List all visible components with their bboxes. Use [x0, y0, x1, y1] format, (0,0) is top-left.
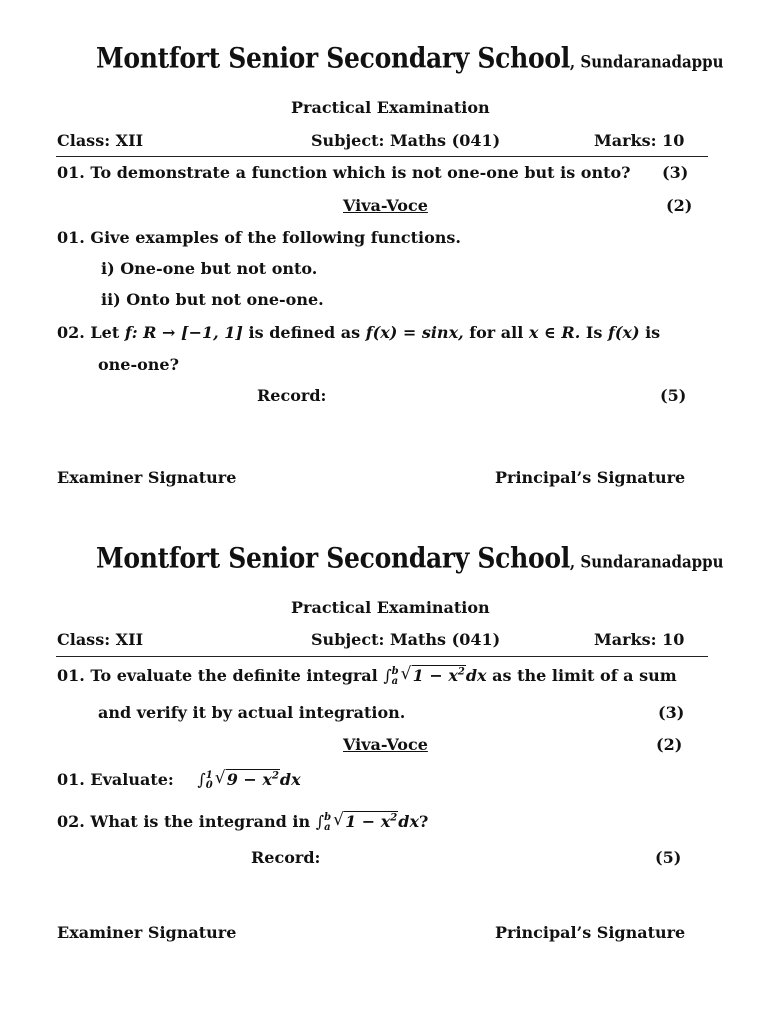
lower-limit: 0: [205, 779, 213, 791]
integral-limits: [206, 771, 213, 791]
marks-label: Marks: 10: [594, 131, 685, 150]
sqrt-expression: √ $9 - x^2$: [214, 768, 279, 789]
q2-fx: f(x): [607, 323, 640, 342]
school-title: [96, 42, 724, 74]
record-label: Record:: [251, 848, 321, 867]
upper-limit: b: [391, 665, 399, 677]
q1-lead: 01. Evaluate:: [57, 770, 174, 789]
school-name: Montfort Senior Secondary School: [96, 541, 570, 574]
class-label: Class: XII: [57, 630, 144, 649]
differential: dx: [279, 770, 301, 789]
class-label: Class: XII: [57, 131, 144, 150]
integral-limits: [324, 813, 331, 833]
q2-is2: is: [645, 323, 661, 342]
viva-question-2-end: one-one?: [98, 355, 179, 374]
viva-question-1-part-ii: ii) Onto but not one-one.: [101, 290, 324, 309]
lower-limit: a: [391, 675, 399, 687]
school-place: , Sundaranadappu: [569, 551, 724, 572]
school-name: Montfort Senior Secondary School: [96, 41, 570, 74]
upper-limit: 1: [205, 769, 213, 781]
record-label: Record:: [257, 386, 327, 405]
header-divider: [56, 156, 708, 157]
q2-is: Is: [585, 323, 603, 342]
viva-voce-heading: Viva-Voce: [343, 196, 428, 215]
viva-question-1: [57, 770, 301, 791]
main-question: [57, 666, 677, 687]
main-question-marks: (3): [658, 703, 685, 722]
examiner-signature: Examiner Signature: [57, 468, 237, 487]
main-question: 01. To demonstrate a function which is not one-one but is onto?: [57, 163, 631, 182]
sqrt-expression: √ $1 - x^2$: [333, 810, 398, 831]
q2-end: ?: [418, 812, 429, 831]
integral-sign: ∫: [197, 770, 206, 789]
q2-mid: is defined as: [248, 323, 361, 342]
record-marks: (5): [655, 848, 682, 867]
exam-sheet-1: [0, 0, 768, 500]
viva-question-1: 01. Give examples of the following functions.: [57, 228, 461, 247]
main-q-tail: as the limit of a sum: [492, 666, 677, 685]
upper-limit: b: [324, 811, 332, 823]
principal-signature: Principal’s Signature: [495, 923, 686, 942]
lower-limit: a: [324, 821, 331, 833]
q2-func: f(x) = sinx,: [365, 323, 464, 342]
record-marks: (5): [660, 386, 687, 405]
q2-domain: x ∈ R.: [528, 323, 581, 342]
integrand: 1 − x: [345, 812, 391, 831]
viva-question-2: [57, 812, 428, 833]
school-title: [96, 542, 724, 574]
header-divider: [56, 656, 708, 657]
integral-sign: ∫: [315, 812, 325, 831]
differential: dx: [465, 666, 487, 685]
integrand: 9 − x: [226, 770, 272, 789]
exam-title: Practical Examination: [291, 598, 490, 617]
integral-sign: ∫: [383, 666, 392, 685]
sqrt-expression: √ $1 - x^2$: [400, 664, 465, 685]
viva-question-2: [57, 323, 660, 342]
q2-lead: 02. What is the integrand in: [57, 812, 311, 831]
marks-label: Marks: 10: [594, 630, 685, 649]
integrand: 1 − x: [412, 666, 458, 685]
q2-forall: for all: [469, 323, 524, 342]
examiner-signature: Examiner Signature: [57, 923, 237, 942]
viva-question-1-part-i: i) One-one but not onto.: [101, 259, 318, 278]
exam-sheet-2: [0, 500, 768, 1000]
differential: dx: [398, 812, 419, 831]
subject-label: Subject: Maths (041): [311, 630, 501, 649]
viva-voce-heading: Viva-Voce: [343, 735, 428, 754]
main-question-line-2: and verify it by actual integration.: [98, 703, 406, 722]
exam-title: Practical Examination: [291, 98, 490, 117]
principal-signature: Principal’s Signature: [495, 468, 686, 487]
q2-map: f: R → [−1, 1]: [124, 323, 243, 342]
q2-lead: 02. Let: [57, 323, 120, 342]
viva-voce-marks: (2): [666, 196, 693, 215]
subject-label: Subject: Maths (041): [311, 131, 501, 150]
viva-voce-marks: (2): [656, 735, 683, 754]
main-question-marks: (3): [662, 163, 689, 182]
integral-limits: [392, 667, 399, 687]
main-q-lead: 01. To evaluate the definite integral: [57, 666, 378, 685]
school-place: , Sundaranadappu: [569, 51, 724, 72]
